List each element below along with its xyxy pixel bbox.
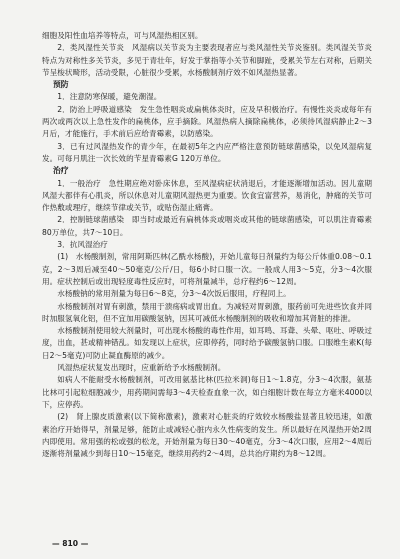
paragraph-rheumatoid-arthritis: 2．类风湿性关节炎 风湿病以关节炎为主要表现者应与类风湿性关节炎鉴别。类风湿关节炎特点为对称性多关节炎，多见于青壮年，好发于掌指等小关节和脚趾，受累关节左右对称，后期关节呈梭状畸形，活动受限，心脏很少受累，水杨酸制剂疗效不如风湿热显著。 — [42, 43, 372, 77]
paragraph-aminopyrine: 如病人不能耐受水杨酸制剂，可改用氨基比林(匹拉米洞)每日1～1.8克，分3～4次服，氨基比林可引起粒细胞减少，用药期间需每3～4天检查血象一次，如白细胞计数在每立方毫米4000以下，应停药。 — [42, 375, 372, 409]
paragraph-treatment-infection: 2．控制链球菌感染 即当时或最近有扁桃体炎或咽炎或其他的链球菌感染，可以肌注青霉素80万单位，共7～10日。 — [42, 215, 372, 237]
paragraph-prevention-3: 3．已有过风湿热发作的青少年，在最初5年之内应严格注意预防链球菌感染，以免风湿病复发。可每月肌注一次长效的苄星青霉素G 120万单位。 — [42, 141, 372, 163]
paragraph-sodium-salicylate: 水杨酸钠的常用剂量为每日6～8克，分3～4次饭后服用，疗程同上。 — [57, 289, 291, 299]
paragraph-gastric-irritation: 水杨酸制剂对胃有刺激，禁用于溃疡病或胃出血。为减轻对胃刺激，服药前可先进些饮食并同时加服氢氧化铝，但不宜加用碳酸氢钠，因其可减低水杨酸制剂的吸收和增加其肾脏的排泄。 — [42, 301, 372, 323]
heading-prevention: 预防 — [53, 80, 69, 90]
paragraph-treatment-general: 1．一般治疗 急性期应绝对卧床休息，至风湿病症状消退后，才能逐渐增加活动。因儿童期风湿大都伴有心肌炎，所以休息对儿童期风湿热更为重要。饮食宜富营养，易消化，肿痛的关节可作热敷或理疗，继续节律或关节，或贴伤湿止痛膏。 — [42, 178, 372, 213]
paragraph-relapse: 风湿热症状复发出现时，应重新给予水杨酸制剂。 — [57, 363, 226, 373]
paragraph-prevention-1: 1．注意防寒保暖，避免潮湿。 — [57, 92, 162, 102]
paragraph-salicylates: (1) 水杨酸制剂，常用阿斯匹林(乙酰水杨酸)，开始儿童每日剂量约为每公斤体重0.08～0.1克，2～3周后减至40～50毫克/公斤/日，每6小时口服一次。一般成人用3～5克，分3～4次服用。症状控制后或出现轻度毒性反应时，可将剂量减半，总疗程约6～12周。 — [42, 252, 372, 286]
paragraph-treatment-antirheumatic: 3．抗风湿治疗 — [57, 240, 108, 250]
paragraph-continuation: 细胞及阳性血培养等特点，可与风湿热相区别。 — [42, 31, 203, 40]
paragraph-corticosteroids: (2) 肾上腺皮质激素(以下简称激素)，激素对心脏炎的疗效较水杨酸盐显著且较迅速，如激素治疗开始得早，剂量足够，能防止或减轻心脏内永久性病变的发生。所以最好在风湿热开始2周内即使用。常用强的松或强的松龙，开始剂量为每日30～40毫克，分3～4次口服，应用2～4周后逐渐将剂量减少到每日10～15毫克，继续用药约2～4周，总共治疗期约为8～12周。 — [42, 412, 372, 459]
paragraph-prevention-2: 2．防治上呼吸道感染 发生急性咽炎或扁桃体炎时，应及早积极治疗。有慢性炎炎或每年有两次或两次以上急性发作的扁桃体，应手摘除。风湿热病人摘除扁桃体，必须待风湿病静止2～3月后，才能施行，手术前后应给青霉素，以防感染。 — [42, 104, 372, 139]
heading-treatment: 治疗 — [53, 166, 69, 176]
page-number: — 810 — — [52, 539, 89, 548]
paragraph-toxicity: 水杨酸制剂使用较大剂量时，可出现水杨酸的毒性作用，如耳鸣、耳聋、头晕、呕吐、呼吸过度，出血，甚或精神错乱。如发现以上症状，应即停药，同时给予碳酸氢钠口服。口服维生素K(每日2～5毫克)可防止凝血酶原的减少。 — [42, 326, 372, 360]
